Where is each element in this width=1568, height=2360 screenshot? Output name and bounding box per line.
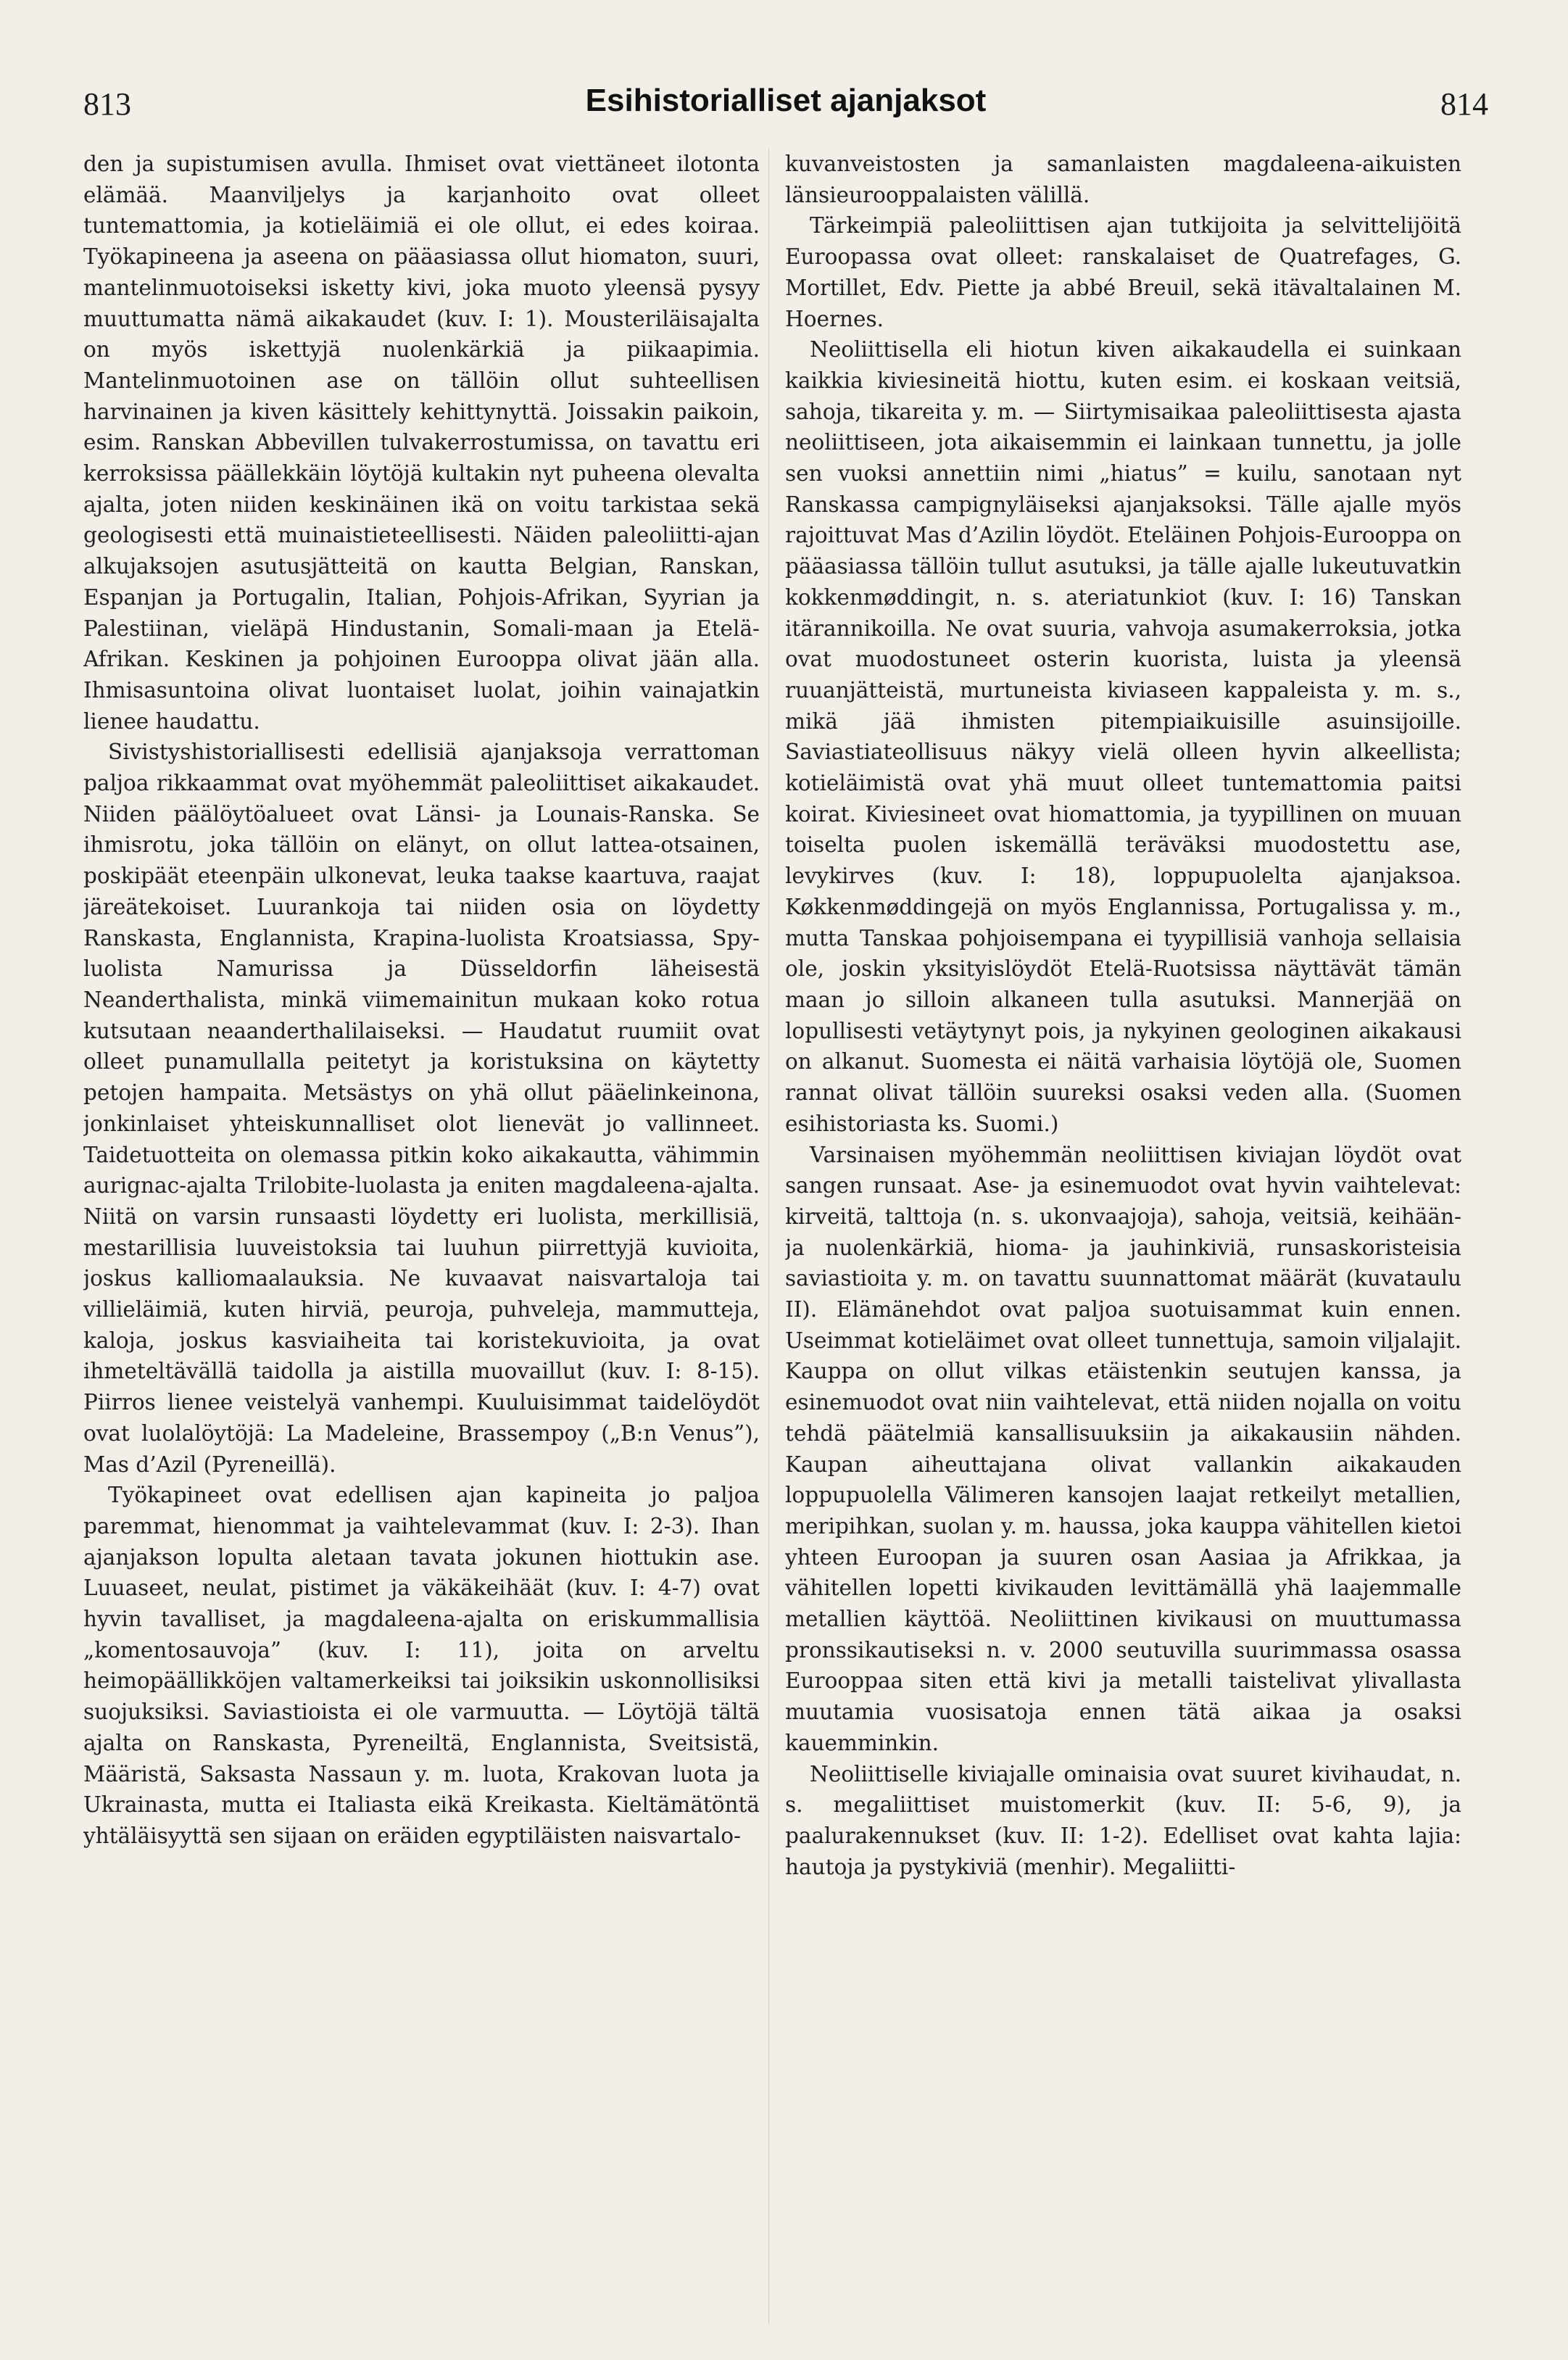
page-number-right: 814 bbox=[1440, 86, 1488, 122]
paragraph: Neoliittiselle kiviajalle ominaisia ovat suuret kivihaudat, n. s. megaliittiset muistomerkit (kuv. II: 5-6, 9), ja paalurakennukset (kuv. II: 1-2). Edelliset ovat kahta lajia: hautoja ja pystykiviä (menhir). Megaliitti- bbox=[785, 1761, 1461, 1879]
page-header bbox=[83, 83, 1488, 136]
paragraph: den ja supistumisen avulla. Ihmiset ovat viettäneet ilotonta elämää. Maanviljelys ja karjanhoito ovat olleet tuntemattomia, ja kotieläimiä ei ole ollut, ei edes koiraa. Työkapineena ja aseena on pääasiassa ollut hiomaton, suuri, mantelinmuotoiseksi isketty kivi, joka muoto yleensä pysyy muuttumatta nämä aikakaudet (kuv. I: 1). Mousteriläisajalta on myös iskettyjä nuolenkärkiä ja piikaapimia. Mantelinmuotoinen ase on tällöin ollut suhteellisen harvinainen ja kiven käsittely kehittynyttä. Joissakin paikoin, esim. Ranskan Abbevillen tulvakerrostumissa, on tavattu eri kerroksissa päällekkäin löytöjä kultakin nyt puheena olevalta ajalta, joten niiden keskinäinen ikä on voitu tarkistaa sekä geologisesti että muinaistieteellisesti. Näiden paleoliitti-ajan alkujaksojen asutusjätteitä on kautta Belgian, Ranskan, Espanjan ja Portugalin, Italian, Pohjois-Afrikan, Syyrian ja Palestiinan, vieläpä Hindustanin, Somali-maan ja Etelä-Afrikan. Keskinen ja pohjoinen Eurooppa olivat jään alla. Ihmisasuntoina olivat luontaiset luolat, joihin vainajatkin lienee haudattu. bbox=[83, 152, 760, 734]
page-title: Esihistorialliset ajanjaksot bbox=[585, 83, 987, 118]
paragraph: Neoliittisella eli hiotun kiven aikakaudella ei suinkaan kaikkia kiviesineitä hiottu, kuten esim. ei koskaan veitsiä, sahoja, tikareita y. m. — Siirtymisaikaa paleoliittisesta ajasta neoliittiseen, jota aikaisemmin ei lainkaan tunnettu, ja jolle sen vuoksi annettiin nimi „hiatus” = kuilu, sanotaan nyt Ranskassa campignyläiseksi ajanjaksoksi. Tälle ajalle myös rajoittuvat Mas d’Azilin löydöt. Eteläinen Pohjois-Eurooppa on pääasiassa tällöin tullut asutuksi, ja tälle ajalle lukeutuvatkin kokkenmøddingit, n. s. ateriatunkiot (kuv. I: 16) Tanskan itärannikoilla. Ne ovat suuria, vahvoja asumakerroksia, jotka ovat muodostuneet osterin kuorista, luista ja yleensä ruuanjätteistä, murtuneista kiviaseen kappaleista y. m. s., mikä jää ihmisten pitempiaikuisille asuinsijoille. Saviastiateollisuus näkyy vielä olleen hyvin alkeellista; kotieläimistä ovat yhä muut olleet tuntemattomia paitsi koirat. Kiviesineet ovat hiomattomia, ja tyypillinen on muuan toiselta puolen iskemällä teräväksi muodostettu ase, levykirves (kuv. I: 18), loppupuolelta ajanjaksoa. Køkkenmøddingejä on myös Englannissa, Portugalissa y. m., mutta Tanskaa pohjoisempana ei tyypillisiä vanhoja sellaisia ole, joskin yksityislöydöt Etelä-Ruotsissa näyttävät tämän maan jo silloin alkaneen tulla asutuksi. Mannerjää on lopullisesti vetäytynyt pois, ja nykyinen geologinen aikakausi on alkanut. Suomesta ei näitä varhaisia löytöjä ole, Suomen rannat olivat tällöin suureksi osaksi veden alla. (Suomen esihistoriasta ks. Suomi.) bbox=[785, 337, 1461, 1136]
paragraph: kuvanveistosten ja samanlaisten magdaleena-aikuisten länsieurooppalaisten välillä. bbox=[785, 152, 1461, 207]
paragraph: Tärkeimpiä paleoliittisen ajan tutkijoita ja selvittelijöitä Euroopassa ovat olleet: ranskalaiset de Quatrefages, G. Mortillet, Edv. Piette ja abbé Breuil, sekä itävaltalainen M. Hoernes. bbox=[785, 213, 1461, 331]
column-divider bbox=[768, 149, 769, 2324]
paragraph: Työkapineet ovat edellisen ajan kapineita jo paljoa paremmat, hienommat ja vaihtelevammat (kuv. I: 2-3). Ihan ajanjakson lopulta aletaan tavata jokunen hiottukin ase. Luuaseet, neulat, pistimet ja väkäkeihäät (kuv. I: 4-7) ovat hyvin tavalliset, ja magdaleena-ajalta on eriskummallisia „komentosauvoja” (kuv. I: 11), joita on arveltu heimopäällikköjen valtamerkeiksi tai joiksikin uskonnollisiksi suojuksiksi. Saviastioista ei ole varmuutta. — Löytöjä tältä ajalta on Ranskasta, Pyreneiltä, Englannista, Sveitsistä, Määristä, Saksasta Nassaun y. m. luota, Krakovan luota ja Ukrainasta, mutta ei Italiasta eikä Kreikasta. Kieltämätöntä yhtäläisyyttä sen sijaan on eräiden egyptiläisten naisvartalo- bbox=[83, 1483, 760, 1848]
left-column bbox=[83, 149, 760, 2331]
paragraph: Sivistyshistoriallisesti edellisiä ajanjaksoja verrattoman paljoa rikkaammat ovat myöhemmät paleoliittiset aikakaudet. Niiden päälöytöalueet ovat Länsi- ja Lounais-Ranska. Se ihmisrotu, joka tällöin on elänyt, on ollut lattea-otsainen, poskipäät eteenpäin ulkonevat, leuka taakse kaartuva, raajat järeätekoiset. Luurankoja tai niiden osia on löydetty Ranskasta, Englannista, Krapina-luolista Kroatsiassa, Spy-luolista Namurissa ja Düsseldorfin läheisestä Neanderthalista, minkä viimemainitun mukaan koko rotua kutsutaan neaanderthalilaiseksi. — Haudatut ruumiit ovat olleet punamullalla peitetyt ja koristuksina on käytetty petojen hampaita. Metsästys on yhä ollut pääelinkeinona, jonkinlaiset yhteiskunnalliset olot lienevät jo vallinneet. Taidetuotteita on olemassa pitkin koko aikakautta, vähimmin aurignac-ajalta Trilobite-luolasta ja eniten magdaleena-ajalta. Niitä on varsin runsaasti löydetty eri luolista, merkillisiä, mestarillisia luuveistoksia tai luuhun piirrettyjä kuvioita, joskus kalliomaalauksia. Ne kuvaavat naisvartaloja tai villieläimiä, kuten hirviä, peuroja, puhveleja, mammutteja, kaloja, joskus kasviaiheita tai koristekuvioita, ja ovat ihmeteltävällä taidolla ja aistilla muovaillut (kuv. I: 8-15). Piirros lienee veistelyä vanhempi. Kuuluisimmat taidelöydöt ovat luolalöytöjä: La Madeleine, Brassempoy („B:n Venus”), Mas d’Azil (Pyreneillä). bbox=[83, 740, 760, 1477]
page-number-left: 813 bbox=[83, 86, 131, 122]
right-column bbox=[785, 149, 1461, 2331]
paragraph: Varsinaisen myöhemmän neoliittisen kiviajan löydöt ovat sangen runsaat. Ase- ja esinemuodot ovat hyvin vaihtelevat: kirveitä, talttoja (n. s. ukonvaajoja), sahoja, veitsiä, keihään- ja nuolenkärkiä, hioma- ja jauhinkiviä, runsaskoristeisia saviastioita y. m. on tavattu suunnattomat määrät (kuvataulu II). Elämänehdot ovat paljoa suotuisammat kuin ennen. Useimmat kotieläimet ovat olleet tunnettuja, samoin viljalajit. Kauppa on ollut vilkas etäistenkin seutujen kanssa, ja esinemuodot ovat niin vaihtelevat, että niiden nojalla on voitu tehdä päätelmiä kansallisuuksiin ja aikakausiin nähden. Kaupan aiheuttajana olivat vallankin aikakauden loppupuolella Välimeren kansojen laajat retkeilyt metallien, meripihkan, suolan y. m. haussa, joka kauppa vähitellen kietoi yhteen Euroopan ja suuren osan Aasiaa ja Afrikkaa, ja vähitellen lopetti kivikauden levittämällä yhä laajemmalle metallien käyttöä. Neoliittinen kivikausi on muuttumassa pronssikautiseksi n. v. 2000 seutuvilla suurimmassa osassa Eurooppaa siten että kivi ja metalli taistelivat ylivallasta muutamia vuosisatoja ennen tätä aikaa ja osaksi kauemminkin. bbox=[785, 1142, 1461, 1755]
